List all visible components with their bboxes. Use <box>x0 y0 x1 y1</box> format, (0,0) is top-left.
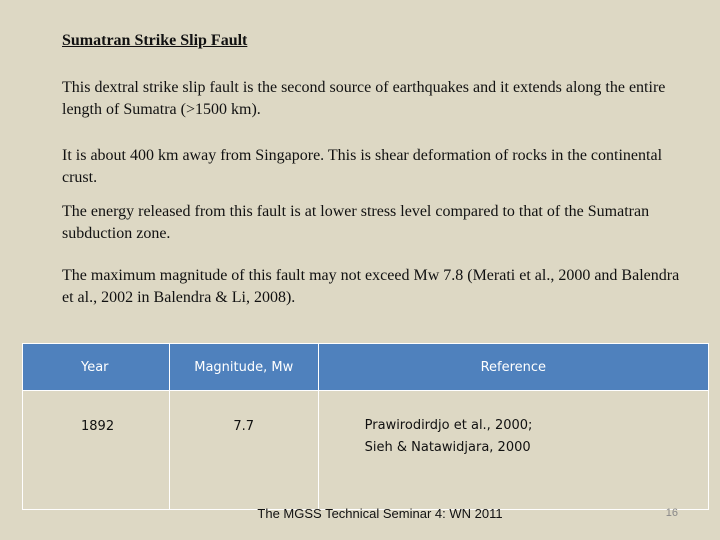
table-row <box>23 391 709 510</box>
cell-year: 1892 <box>23 391 170 510</box>
paragraph-energy: The energy released from this fault is at lower stress level compared to that of the Sumatran subduction zone. <box>62 203 650 242</box>
cell-reference <box>318 391 708 510</box>
cell-magnitude: 7.7 <box>169 391 318 510</box>
page-number: 16 <box>665 507 678 519</box>
paragraph-max-magnitude: The maximum magnitude of this fault may not exceed Mw 7.8 (Merati et al., 2000 and Balendra et al., 2002 in Balendra & Li, 2008). <box>62 267 680 306</box>
footer-text: The MGSS Technical Seminar 4: WN 2011 <box>257 506 503 521</box>
paragraph-distance: It is about 400 km away from Singapore. This is shear deformation of rocks in the continental crust. <box>62 147 663 186</box>
earthquake-table <box>22 343 709 510</box>
reference-line: Sieh & Natawidjara, 2000 <box>364 440 531 455</box>
header-magnitude: Magnitude, Mw <box>169 344 318 391</box>
slide-title: Sumatran Strike Slip Fault <box>62 32 248 49</box>
header-year: Year <box>23 344 170 391</box>
paragraph-fault-description: This dextral strike slip fault is the second source of earthquakes and it extends along the entire length of Sumatra (>1500 km). <box>62 79 666 118</box>
reference-line: Prawirodirdjo et al., 2000; <box>364 418 533 433</box>
table-header-row <box>23 344 709 391</box>
header-reference: Reference <box>318 344 708 391</box>
